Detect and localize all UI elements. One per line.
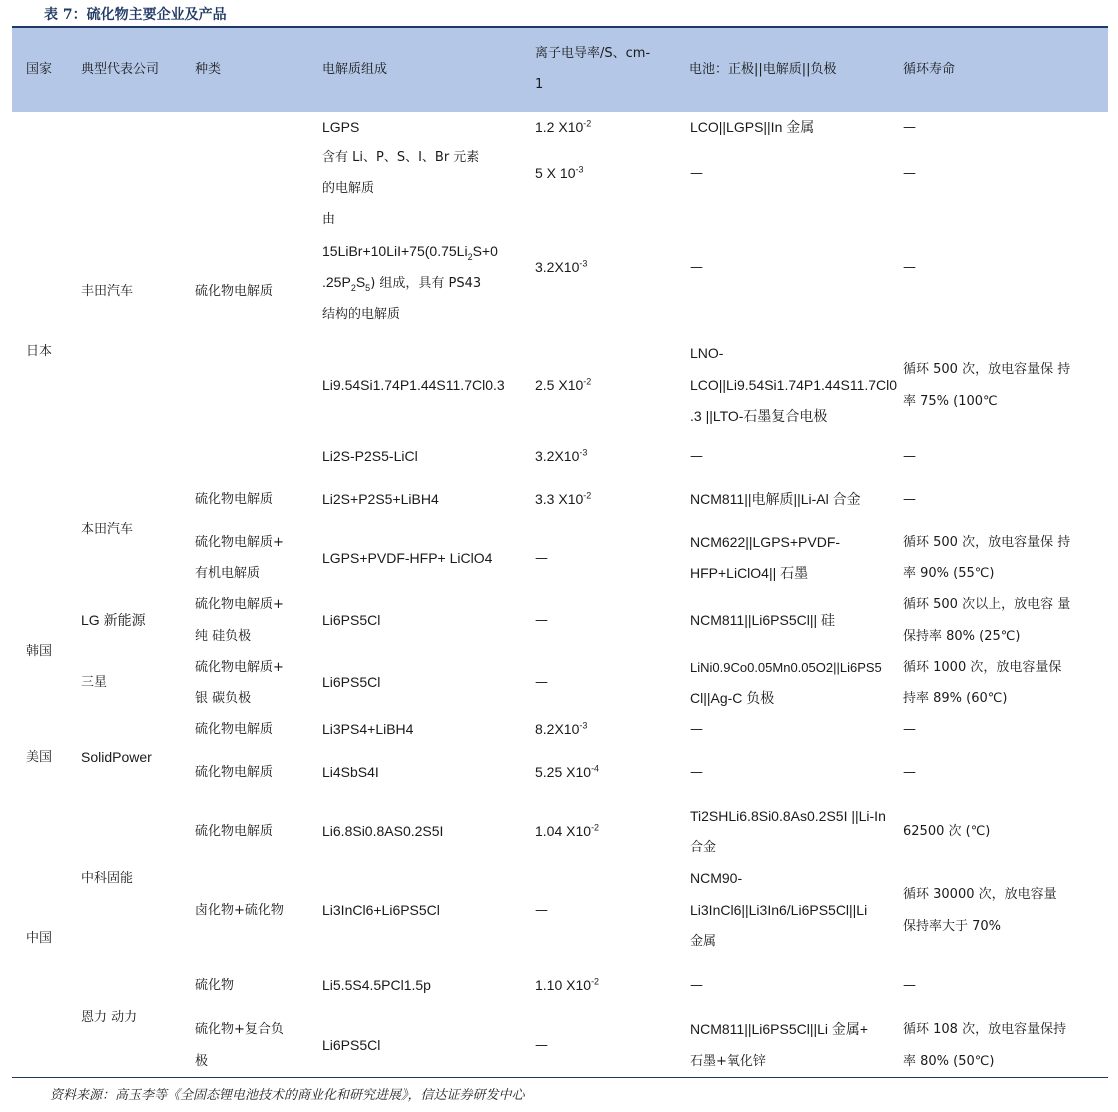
r7-cycle-line1: 循环 500 次，放电容量保 持: [903, 535, 1071, 550]
type-enli-2a: 硫化物+复合负: [195, 1022, 284, 1037]
r2-electrolyte-line1: 含有 Li、P、S、I、Br 元素: [322, 150, 480, 165]
header-company: 典型代表公司: [81, 62, 160, 77]
r6-battery: NCM811||电解质||Li-Al 合金: [690, 491, 861, 507]
r12-battery-line2: 合金: [690, 840, 717, 855]
r7-battery-line2: HFP+LiClO4|| 石墨: [690, 565, 809, 581]
header-battery: 电池：正极||电解质||负极: [689, 62, 837, 77]
r10-cycle: —: [903, 722, 916, 737]
country-japan: 日本: [26, 344, 53, 359]
source-note: 资料来源：高玉李等《全固态锂电池技术的商业化和研究进展》，信达证券研发中心: [50, 1088, 525, 1103]
r14-electrolyte: Li5.5S4.5PCl1.5p: [322, 977, 431, 993]
r4-electrolyte: Li9.54Si1.74P1.44S11.7Cl0.3: [322, 377, 505, 393]
r10-battery: —: [690, 722, 703, 737]
r9-conductivity: —: [535, 675, 548, 690]
r4-battery-line1: LNO-: [690, 345, 724, 361]
r7-cycle-line2: 率 90% (55℃): [903, 566, 995, 581]
r3-battery: —: [690, 260, 703, 275]
r6-cycle: —: [903, 492, 916, 507]
r4-battery-line2: LCO||Li9.54Si1.74P1.44S11.7Cl0: [690, 377, 898, 393]
r3-cycle: —: [903, 260, 916, 275]
r8-cycle-line1: 循环 500 次以上，放电容 量: [903, 597, 1071, 612]
r13-electrolyte: Li3InCl6+Li6PS5Cl: [322, 902, 440, 918]
type-enli-2b: 极: [195, 1054, 209, 1069]
r11-conductivity: 5.25 $X10^{-4}$: [535, 763, 600, 780]
r11-electrolyte: Li4SbS4I: [322, 764, 379, 780]
header-conductivity: 离子电导率/S、cm-: [535, 46, 651, 61]
type-honda-2a: 硫化物电解质+: [195, 535, 284, 550]
r5-conductivity: $3.2X10^{-3}$: [535, 447, 588, 464]
r6-electrolyte: Li2S+P2S5+LiBH4: [322, 491, 439, 507]
r7-conductivity: —: [535, 551, 548, 566]
type-zhongke-2: 卤化物+硫化物: [195, 903, 284, 918]
company-zhongke: 中科固能: [81, 871, 134, 886]
r2-conductivity: 5 X $10^{-3}$: [535, 164, 584, 181]
table-header: [12, 28, 1108, 112]
type-samsung-b: 银 碳负极: [195, 691, 252, 706]
type-solidpower-2: 硫化物电解质: [195, 765, 274, 780]
r9-cycle-line1: 循环 1000 次，放电容量保: [903, 660, 1062, 675]
r1-battery: LCO||LGPS||In 金属: [690, 119, 815, 135]
r1-cycle: —: [903, 120, 916, 135]
r4-conductivity: 2.5 $X10^{-2}$: [535, 376, 592, 393]
r5-cycle: —: [903, 449, 916, 464]
country-china: 中国: [26, 931, 53, 946]
r13-battery-line3: 金属: [690, 934, 717, 949]
r7-battery-line1: NCM622||LGPS+PVDF-: [690, 534, 841, 550]
r6-conductivity: 3.3 $X10^{-2}$: [535, 490, 592, 507]
table-title: 表 7：硫化物主要企业及产品: [44, 7, 227, 23]
r2-electrolyte-line2: 的电解质: [322, 181, 375, 196]
type-honda-1: 硫化物电解质: [195, 492, 274, 507]
table-bottom-border: [12, 1077, 1108, 1078]
r15-battery-line1: NCM811||Li6PS5Cl||Li 金属+: [690, 1021, 869, 1037]
company-toyota: 丰田汽车: [81, 284, 134, 299]
r4-cycle-line1: 循环 500 次，放电容量保 持: [903, 362, 1071, 377]
r9-battery-line1: LiNi0.9Co0.05Mn0.05O2||Li6PS5: [690, 660, 882, 675]
r14-battery: —: [690, 978, 703, 993]
r15-electrolyte: Li6PS5Cl: [322, 1037, 381, 1053]
r9-electrolyte: Li6PS5Cl: [322, 674, 381, 690]
r8-electrolyte: Li6PS5Cl: [322, 612, 381, 628]
r11-cycle: —: [903, 765, 916, 780]
r5-battery: —: [690, 449, 703, 464]
company-enli: 恩力 动力: [81, 1010, 138, 1025]
r3-electrolyte-line1: 由: [322, 212, 336, 227]
type-toyota: 硫化物电解质: [195, 284, 274, 299]
type-solidpower-1: 硫化物电解质: [195, 722, 274, 737]
r8-conductivity: —: [535, 613, 548, 628]
header-electrolyte: 电解质组成: [322, 62, 388, 77]
company-honda: 本田汽车: [81, 522, 134, 537]
r13-battery-line1: NCM90-: [690, 870, 743, 886]
r5-electrolyte: Li2S-P2S5-LiCl: [322, 448, 418, 464]
r14-conductivity: 1.10 $X10^{-2}$: [535, 976, 600, 993]
r11-battery: —: [690, 765, 703, 780]
r8-battery: NCM811||Li6PS5Cl|| 硅: [690, 612, 836, 628]
r2-cycle: —: [903, 166, 916, 181]
type-zhongke-1: 硫化物电解质: [195, 824, 274, 839]
r13-conductivity: —: [535, 903, 548, 918]
r13-cycle-line2: 保持率大于 70%: [903, 919, 1002, 934]
r15-conductivity: —: [535, 1038, 548, 1053]
r15-battery-line2: 石墨+氧化锌: [690, 1054, 766, 1069]
r3-electrolyte-line3: $.25P_2S_5$) 组成，具有 PS43: [322, 274, 482, 293]
r1-conductivity: 1.2 $X10^{-2}$: [535, 118, 592, 135]
company-solidpower: SolidPower: [81, 749, 152, 765]
company-samsung: 三星: [81, 675, 108, 690]
r3-electrolyte-line2: $15LiBr+10LiI+75(0.75Li_2S+0$: [322, 243, 498, 262]
r4-cycle-line2: 率 75% (100℃: [903, 394, 998, 409]
r13-cycle-line1: 循环 30000 次，放电容量: [903, 887, 1057, 902]
type-lg-a: 硫化物电解质+: [195, 597, 284, 612]
type-samsung-a: 硫化物电解质+: [195, 660, 284, 675]
r12-conductivity: 1.04 $X10^{-2}$: [535, 822, 600, 839]
country-usa: 美国: [26, 750, 53, 765]
country-korea: 韩国: [26, 644, 53, 659]
r9-cycle-line2: 持率 89% (60℃): [903, 691, 1008, 706]
r10-electrolyte: Li3PS4+LiBH4: [322, 721, 414, 737]
r8-cycle-line2: 保持率 80% (25℃): [903, 629, 1021, 644]
r12-electrolyte: Li6.8Si0.8AS0.2S5I: [322, 823, 444, 839]
header-country: 国家: [26, 62, 53, 77]
r1-electrolyte: LGPS: [322, 119, 360, 135]
r12-battery-line1: Ti2SHLi6.8Si0.8As0.2S5I ||Li-In: [690, 808, 886, 824]
r12-cycle: 62500 次 (℃): [903, 824, 991, 839]
header-cycle: 循环寿命: [903, 62, 956, 77]
r9-battery-line2: Cl||Ag-C 负极: [690, 690, 775, 706]
header-type: 种类: [195, 62, 222, 77]
type-enli-1: 硫化物: [195, 978, 235, 993]
r2-battery: —: [690, 166, 703, 181]
type-lg-b: 纯 硅负极: [195, 629, 252, 644]
r7-electrolyte: LGPS+PVDF-HFP+ LiClO4: [322, 550, 493, 566]
r15-cycle-line1: 循环 108 次，放电容量保持: [903, 1022, 1067, 1037]
type-honda-2b: 有机电解质: [195, 566, 261, 581]
r15-cycle-line2: 率 80% (50℃): [903, 1054, 995, 1069]
header-conductivity-cont: 1: [535, 77, 544, 92]
company-lg: LG 新能源: [81, 612, 146, 628]
r4-battery-line3: .3 ||LTO-石墨复合电极: [690, 408, 828, 424]
r13-battery-line2: Li3InCl6||Li3In6/Li6PS5Cl||Li: [690, 902, 868, 918]
r3-electrolyte-line4: 结构的电解质: [322, 307, 401, 322]
r10-conductivity: $8.2X10^{-3}$: [535, 720, 588, 737]
r3-conductivity: $3.2X10^{-3}$: [535, 258, 588, 275]
r14-cycle: —: [903, 978, 916, 993]
